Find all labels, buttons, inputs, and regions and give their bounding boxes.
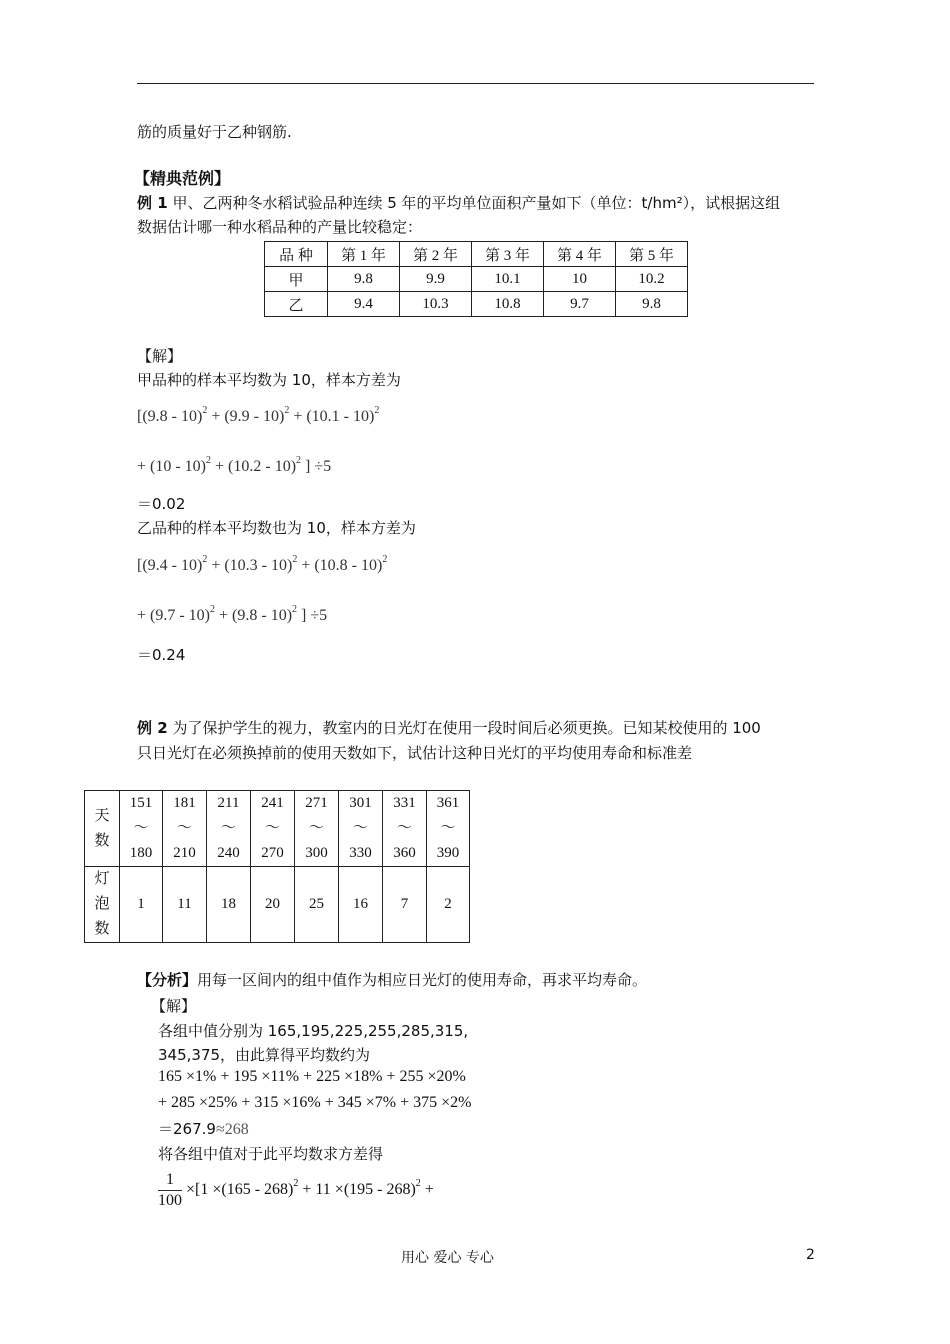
cell-line: 240 bbox=[217, 845, 240, 861]
exponent: 2 bbox=[210, 604, 216, 615]
formula-term: + (10 - 10) bbox=[137, 458, 207, 475]
page-number: 2 bbox=[806, 1247, 815, 1263]
cell-line: ～ bbox=[352, 820, 368, 836]
analysis-text: 用每一区间内的组中值作为相应日光灯的使用寿命，再求平均寿命。 bbox=[197, 971, 648, 989]
table-cell: 16 bbox=[339, 867, 383, 943]
table-cell: 10.2 bbox=[616, 267, 688, 292]
formula-term: + (9.7 - 10) bbox=[137, 607, 211, 624]
formula-term: + (10.8 - 10) bbox=[301, 557, 383, 574]
table-header-cell: 第 1 年 bbox=[328, 242, 400, 267]
cell-line: 210 bbox=[173, 845, 196, 861]
cell-line: 数 bbox=[94, 832, 110, 849]
yi-formula-line-1 bbox=[137, 554, 387, 575]
cell-line: 181 bbox=[173, 795, 196, 811]
table-cell: 7 bbox=[383, 867, 427, 943]
mean-approx: ≈268 bbox=[215, 1121, 249, 1138]
mean-calc-line-1: 165 ×1% + 195 ×11% + 225 ×18% + 255 ×20% bbox=[158, 1068, 466, 1085]
fraction-numerator: 1 bbox=[158, 1170, 182, 1191]
cell-line: ～ bbox=[176, 820, 192, 836]
table-row bbox=[265, 292, 688, 317]
table-cell: 1 bbox=[120, 867, 163, 943]
exponent: 2 bbox=[374, 405, 380, 416]
formula-term: [(9.8 - 10) bbox=[137, 408, 203, 425]
footer-motto: 用心 爱心 专心 bbox=[401, 1250, 494, 1266]
cell-line: 271 bbox=[305, 795, 328, 811]
formula-term: + (10.1 - 10) bbox=[293, 408, 375, 425]
exponent: 2 bbox=[293, 1178, 299, 1190]
table-cell bbox=[295, 791, 339, 867]
cell-line: ～ bbox=[220, 820, 236, 836]
table-row bbox=[85, 867, 470, 943]
example-1-text: 甲、乙两种冬水稻试验品种连续 5 年的平均单位面积产量如下（单位：t/hm²），试根据这组 bbox=[172, 194, 781, 212]
table-cell bbox=[207, 791, 251, 867]
cell-line: 151 bbox=[129, 795, 153, 811]
exponent: 2 bbox=[382, 554, 388, 565]
example-2-label: 例 2 bbox=[137, 719, 168, 737]
table-cell: 9.8 bbox=[328, 267, 400, 292]
cell-line: ～ bbox=[440, 820, 456, 836]
table-cell: 9.8 bbox=[616, 292, 688, 317]
formula-term: + 11 ×(195 - 268) bbox=[302, 1181, 416, 1199]
analysis-line bbox=[137, 968, 647, 992]
table-header-cell bbox=[85, 867, 120, 943]
table-header-cell: 第 2 年 bbox=[400, 242, 472, 267]
exponent: 2 bbox=[415, 1178, 421, 1190]
table-cell: 25 bbox=[295, 867, 339, 943]
cell-line: 灯 bbox=[94, 871, 110, 887]
yi-result: ＝0.24 bbox=[137, 646, 186, 664]
cell-line: 301 bbox=[349, 795, 372, 811]
table-header-cell: 第 3 年 bbox=[472, 242, 544, 267]
table-row bbox=[85, 791, 470, 867]
table-cell bbox=[163, 791, 207, 867]
example-2-text: 为了保护学生的视力，教室内的日光灯在使用一段时间后必须更换。已知某校使用的 100 bbox=[172, 719, 761, 737]
midpoint-line-2: 345,375，由此算得平均数约为 bbox=[158, 1046, 371, 1064]
variance-formula bbox=[158, 1170, 434, 1211]
table-header-row bbox=[265, 242, 688, 267]
midpoint-line-1: 各组中值分别为 165,195,225,255,285,315, bbox=[158, 1022, 469, 1040]
table-cell: 甲 bbox=[265, 267, 328, 292]
variance-text: 将各组中值对于此平均数求方差得 bbox=[158, 1145, 384, 1163]
exponent: 2 bbox=[292, 604, 298, 615]
jia-variance-text: 甲品种的样本平均数为 10，样本方差为 bbox=[137, 371, 401, 389]
cell-line: 180 bbox=[129, 845, 153, 861]
analysis-label: 【分析】 bbox=[137, 971, 198, 989]
cell-line: 390 bbox=[436, 845, 460, 861]
jia-result: ＝0.02 bbox=[137, 495, 186, 513]
cell-line: ～ bbox=[396, 820, 412, 836]
table-cell bbox=[339, 791, 383, 867]
table-cell: 10.8 bbox=[472, 292, 544, 317]
example-1-label: 例 1 bbox=[137, 194, 168, 212]
formula-term: + (10.3 - 10) bbox=[211, 557, 293, 574]
mean-calc-line-2: + 285 ×25% + 315 ×16% + 345 ×7% + 375 ×2% bbox=[158, 1094, 472, 1111]
fraction bbox=[158, 1170, 182, 1211]
yi-formula-line-2 bbox=[137, 604, 327, 625]
formula-term: [(9.4 - 10) bbox=[137, 557, 203, 574]
cell-line: ～ bbox=[308, 820, 324, 836]
example-1-line-2: 数据估计哪一种水稻品种的产量比较稳定： bbox=[137, 218, 423, 236]
cell-line: 天 bbox=[94, 807, 110, 824]
table-cell: 乙 bbox=[265, 292, 328, 317]
table-row bbox=[265, 267, 688, 292]
table-header-cell bbox=[85, 791, 120, 867]
cell-line: 211 bbox=[217, 795, 240, 811]
formula-term: ] ÷5 bbox=[301, 607, 328, 624]
table-cell: 20 bbox=[251, 867, 295, 943]
cell-line: 331 bbox=[393, 795, 416, 811]
example-2-line-1 bbox=[137, 716, 761, 740]
jia-formula-line-2 bbox=[137, 455, 331, 476]
table-cell bbox=[251, 791, 295, 867]
formula-term: + (9.9 - 10) bbox=[211, 408, 285, 425]
mean-result-line bbox=[158, 1117, 249, 1142]
cell-line: ～ bbox=[133, 820, 149, 836]
continued-text: 筋的质量好于乙种钢筋. bbox=[137, 123, 292, 141]
formula-term: ×[1 ×(165 - 268) bbox=[186, 1181, 294, 1199]
solution-label-2: 【解】 bbox=[151, 997, 197, 1015]
yi-variance-text: 乙品种的样本平均数也为 10，样本方差为 bbox=[137, 519, 416, 537]
cell-line: 数 bbox=[94, 921, 110, 937]
exponent: 2 bbox=[202, 554, 208, 565]
table-cell: 9.4 bbox=[328, 292, 400, 317]
example-2-line-2: 只日光灯在必须换掉前的使用天数如下，试估计这种日光灯的平均使用寿命和标准差 bbox=[137, 744, 693, 762]
table-cell: 10 bbox=[544, 267, 616, 292]
jia-formula-line-1 bbox=[137, 405, 379, 426]
table-cell: 10.1 bbox=[472, 267, 544, 292]
mean-result: ＝267.9 bbox=[158, 1120, 216, 1138]
section-title: 【精典范例】 bbox=[134, 169, 231, 188]
cell-line: 泡 bbox=[94, 896, 110, 912]
example-1-line-1 bbox=[137, 191, 780, 215]
table-cell: 2 bbox=[427, 867, 470, 943]
cell-line: 330 bbox=[349, 845, 372, 861]
formula-term: + (10.2 - 10) bbox=[215, 458, 297, 475]
table-cell: 11 bbox=[163, 867, 207, 943]
table-header-cell: 第 5 年 bbox=[616, 242, 688, 267]
table-cell bbox=[120, 791, 163, 867]
cell-line: 300 bbox=[305, 845, 328, 861]
cell-line: ～ bbox=[264, 820, 280, 836]
table-header-cell: 第 4 年 bbox=[544, 242, 616, 267]
header-rule bbox=[137, 83, 814, 84]
rice-yield-table bbox=[264, 241, 688, 317]
table-cell bbox=[383, 791, 427, 867]
exponent: 2 bbox=[292, 554, 298, 565]
table-header-cell: 品 种 bbox=[265, 242, 328, 267]
cell-line: 360 bbox=[393, 845, 416, 861]
exponent: 2 bbox=[296, 455, 302, 466]
table-cell: 9.9 bbox=[400, 267, 472, 292]
table-cell: 9.7 bbox=[544, 292, 616, 317]
exponent: 2 bbox=[284, 405, 290, 416]
cell-line: 270 bbox=[261, 845, 284, 861]
cell-line: 241 bbox=[261, 795, 284, 811]
table-cell: 10.3 bbox=[400, 292, 472, 317]
formula-term: + bbox=[424, 1181, 434, 1199]
exponent: 2 bbox=[206, 455, 212, 466]
solution-label: 【解】 bbox=[137, 347, 183, 365]
table-cell: 18 bbox=[207, 867, 251, 943]
table-cell bbox=[427, 791, 470, 867]
exponent: 2 bbox=[202, 405, 208, 416]
lamp-lifetime-table bbox=[84, 790, 470, 943]
fraction-denominator: 100 bbox=[158, 1192, 182, 1209]
cell-line: 361 bbox=[436, 795, 460, 811]
formula-term: ] ÷5 bbox=[305, 458, 332, 475]
formula-term: + (9.8 - 10) bbox=[219, 607, 293, 624]
